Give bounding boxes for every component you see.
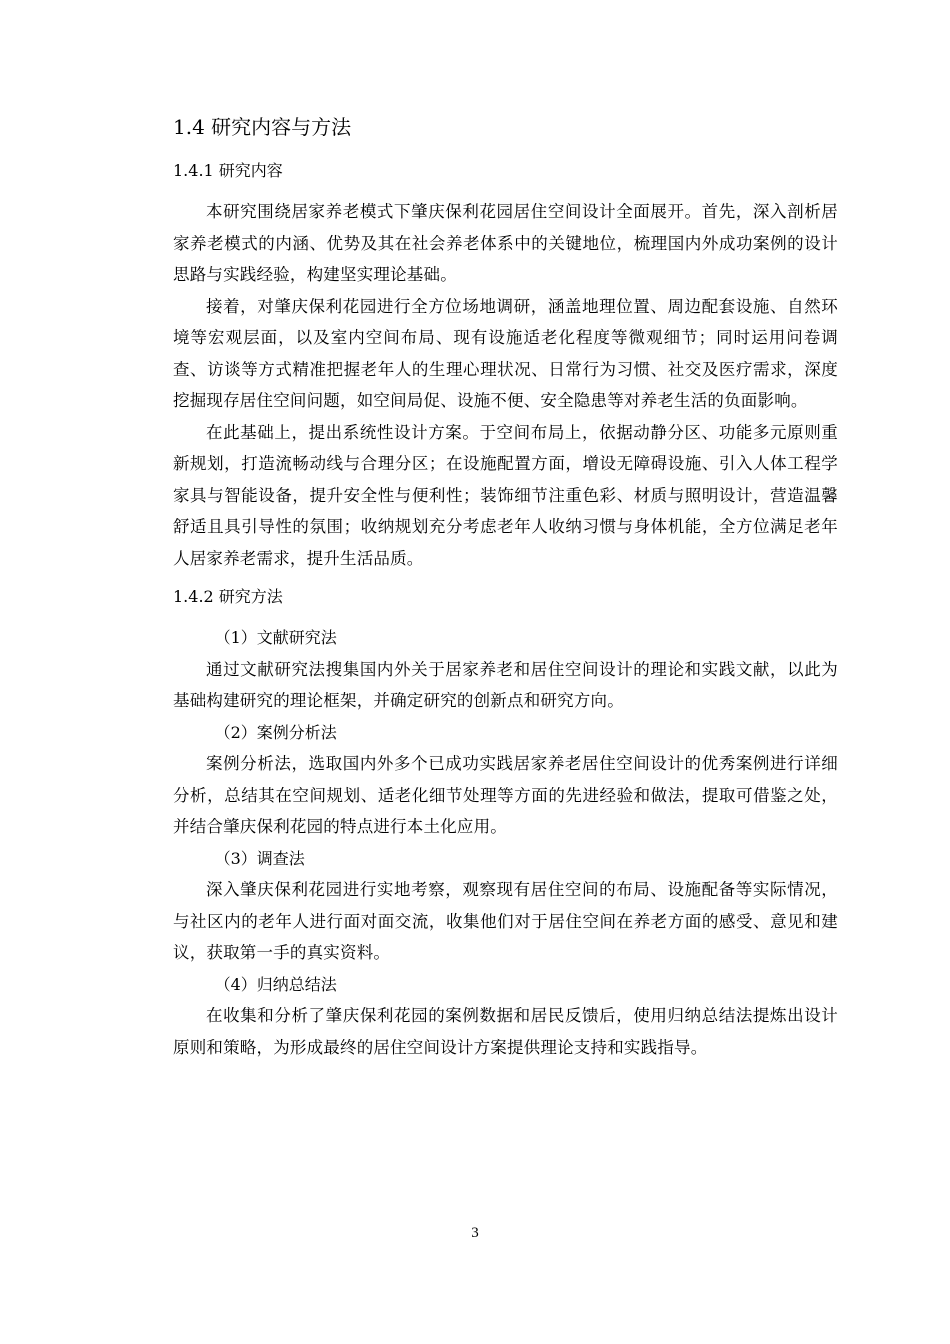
research-content-paragraph: 在此基础上，提出系统性设计方案。于空间布局上，依据动静分区、功能多元原则重新规划，打造流畅动线与合理分区；在设施配置方面，增设无障碍设施、引入人体工程学家具与智能设备，提升安全性与便利性；装饰细节注重色彩、材质与照明设计，营造温馨舒适且具引导性的氛围；收纳规划充分考虑老年人收纳习惯与身体机能，全方位满足老年人居家养老需求，提升生活品质。 [173,422,838,568]
method-title: （4）归纳总结法 [214,974,337,994]
subsection-heading-research-content: 1.4.1 研究内容 [173,161,283,180]
subsection-heading-research-methods: 1.4.2 研究方法 [173,587,283,606]
research-content-paragraph: 本研究围绕居家养老模式下肇庆保利花园居住空间设计全面展开。首先，深入剖析居家养老模式的内涵、优势及其在社会养老体系中的关键地位，梳理国内外成功案例的设计思路与实践经验，构建坚实理论基础。 [173,202,838,284]
page-number: 3 [471,1225,479,1241]
research-content-paragraph: 接着，对肇庆保利花园进行全方位场地调研，涵盖地理位置、周边配套设施、自然环境等宏观层面，以及室内空间布局、现有设施适老化程度等微观细节；同时运用问卷调查、访谈等方式精准把握老年人的生理心理状况、日常行为习惯、社交及医疗需求，深度挖掘现存居住空间问题，如空间局促、设施不便、安全隐患等对养老生活的负面影响。 [173,296,838,410]
method-description: 深入肇庆保利花园进行实地考察，观察现有居住空间的布局、设施配备等实际情况，与社区内的老年人进行面对面交流，收集他们对于居住空间在养老方面的感受、意见和建议，获取第一手的真实资料。 [173,880,838,962]
method-description: 在收集和分析了肇庆保利花园的案例数据和居民反馈后，使用归纳总结法提炼出设计原则和策略，为形成最终的居住空间设计方案提供理论支持和实践指导。 [173,1006,838,1057]
method-title: （1）文献研究法 [214,628,337,647]
method-description: 通过文献研究法搜集国内外关于居家养老和居住空间设计的理论和实践文献，以此为基础构建研究的理论框架，并确定研究的创新点和研究方向。 [173,659,838,710]
method-title: （3）调查法 [214,848,305,868]
section-heading: 1.4 研究内容与方法 [173,115,352,139]
page-content [173,110,838,1063]
method-title: （2）案例分析法 [214,722,337,742]
method-description: 案例分析法，选取国内外多个已成功实践居家养老居住空间设计的优秀案例进行详细分析，总结其在空间规划、适老化细节处理等方面的先进经验和做法，提取可借鉴之处，并结合肇庆保利花园的特点进行本土化应用。 [173,754,838,836]
